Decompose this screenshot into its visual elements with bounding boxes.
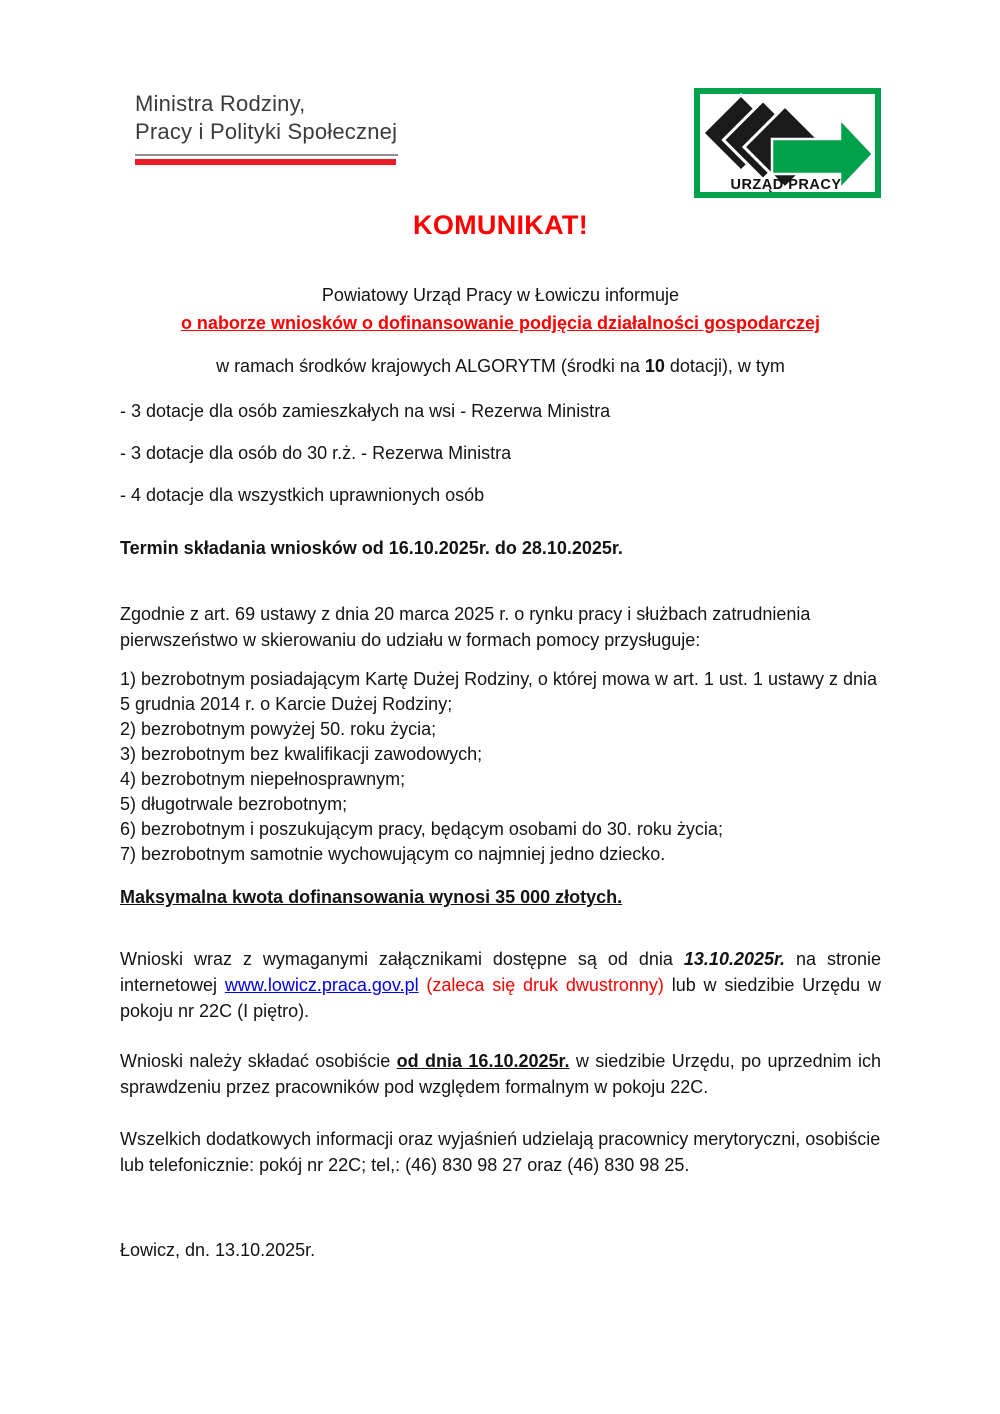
funding-source-post: dotacji), w tym xyxy=(664,356,785,376)
submission-date: od dnia 16.10.2025r. xyxy=(396,1051,570,1071)
max-amount-heading: Maksymalna kwota dofinansowania wynosi 35 000 złotych. xyxy=(120,887,623,907)
footer-date: Łowicz, dn. 13.10.2025r. xyxy=(120,1240,316,1260)
availability-mid: na stronie internetowej xyxy=(120,949,881,995)
grant-item: - 4 dotacje dla wszystkich uprawnionych osób xyxy=(120,485,485,505)
urzad-pracy-logo xyxy=(694,88,881,198)
website-link[interactable]: www.lowicz.praca.gov.pl xyxy=(224,975,419,995)
logo-text: URZĄD PRACY xyxy=(730,177,842,193)
submission-pre: Wnioski należy składać osobiście xyxy=(120,1051,397,1071)
urzad-pracy-logo-graphic xyxy=(694,88,881,198)
grant-item: - 3 dotacje dla osób do 30 r.ż. - Rezerwa Ministra xyxy=(120,443,512,463)
priority-item: 3) bezrobotnym bez kwalifikacji zawodowych; xyxy=(120,744,483,764)
law-paragraph: Zgodnie z art. 69 ustawy z dnia 20 marca 2025 r. o rynku pracy i służbach zatrudnienia pierwszeństwo w skierowaniu do udziału w formach pomocy przysługuje: xyxy=(120,604,811,650)
submission-paragraph xyxy=(120,1048,881,1100)
ministry-name-line2: Pracy i Polityki Społecznej xyxy=(135,119,398,144)
contact-paragraph: Wszelkich dodatkowych informacji oraz wyjaśnień udzielają pracownicy merytoryczni, osobiście lub telefonicznie: pokój nr 22C; tel,: (46) 830 98 27 oraz (46) 830 98 25. xyxy=(120,1129,881,1175)
grant-item: - 3 dotacje dla osób zamieszkałych na wsi - Rezerwa Ministra xyxy=(120,401,611,421)
priority-item: 4) bezrobotnym niepełnosprawnym; xyxy=(120,769,406,789)
page-title: KOMUNIKAT! xyxy=(413,210,588,240)
priority-item: 5) długotrwale bezrobotnym; xyxy=(120,794,348,814)
availability-paragraph xyxy=(120,946,881,1024)
priority-item: 2) bezrobotnym powyżej 50. roku życia; xyxy=(120,719,437,739)
priority-item: 1) bezrobotnym posiadającym Kartę Dużej Rodziny, o której mowa w art. 1 ust. 1 ustawy z dnia 5 grudnia 2014 r. o Karcie Dużej Rodziny; xyxy=(120,669,878,714)
priority-item: 6) bezrobotnym i poszukującym pracy, będącym osobami do 30. roku życia; xyxy=(120,819,723,839)
grant-count: 10 xyxy=(644,356,665,376)
gray-rule xyxy=(135,154,398,156)
print-note: (zaleca się druk dwustronny) xyxy=(418,975,672,995)
ministry-block xyxy=(135,88,398,165)
availability-post: lub w siedzibie Urzędu w pokoju nr 22C (I piętro). xyxy=(120,975,881,1021)
availability-date: 13.10.2025r. xyxy=(683,949,786,969)
funding-source-line xyxy=(120,356,881,377)
availability-pre: Wnioski wraz z wymaganymi załącznikami dostępne są od dnia xyxy=(120,949,684,969)
recruitment-headline: o naborze wniosków o dofinansowanie podjęcia działalności gospodarczej xyxy=(180,313,821,333)
funding-source-pre: w ramach środków krajowych ALGORYTM (środki na xyxy=(216,356,645,376)
priority-list xyxy=(120,667,881,867)
priority-item: 7) bezrobotnym samotnie wychowującym co najmniej jedno dziecko. xyxy=(120,844,666,864)
red-rule xyxy=(135,159,396,165)
ministry-name-line1: Ministra Rodziny, xyxy=(135,91,306,116)
deadline-heading: Termin składania wniosków od 16.10.2025r. do 28.10.2025r. xyxy=(120,538,623,558)
intro-line: Powiatowy Urząd Pracy w Łowiczu informuje xyxy=(321,285,680,305)
document-header xyxy=(120,88,881,200)
submission-post: w siedzibie Urzędu, po uprzednim ich sprawdzeniu przez pracowników pod względem formalnym w pokoju 22C. xyxy=(120,1051,881,1097)
grant-list xyxy=(120,399,881,508)
